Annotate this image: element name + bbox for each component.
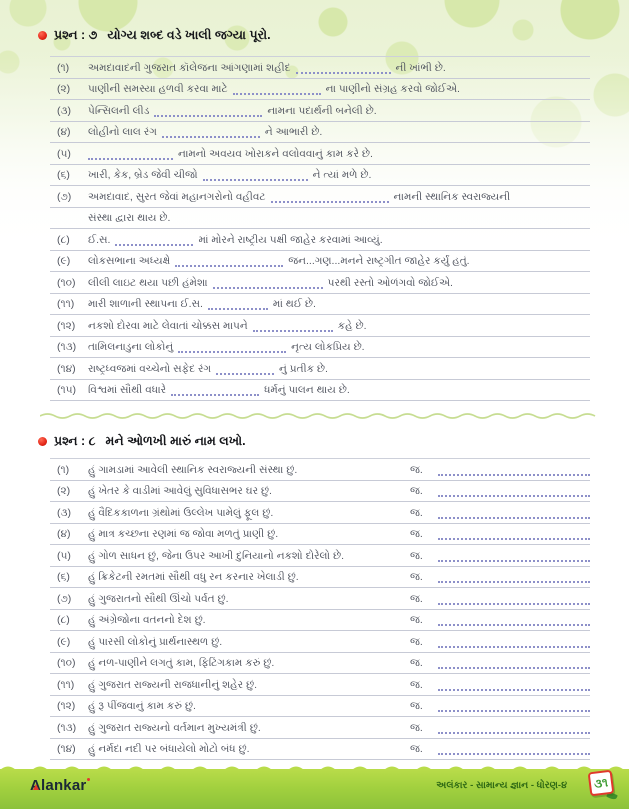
question-text-before: રાષ્ટ્રધ્વજમાં વચ્ચેનો સફેદ રંગ [88, 362, 212, 375]
question-text-after: નામની સ્થાનિક સ્વરાજ્યની [393, 190, 511, 203]
blank-line [175, 257, 283, 267]
q7-list [50, 56, 590, 401]
wavy-divider [40, 411, 599, 419]
question-text: હું ગોળ સાધન છું, જેના ઉપર આખી દુનિયાનો નકશો દોરેલો છે. [88, 549, 345, 562]
question-text-after: માં થઈ છે. [272, 298, 316, 310]
blank-line [233, 85, 321, 95]
blank-line [216, 365, 274, 375]
question-text: હું ક્રિકેટની રમતમાં સૌથી વધુ રન કરનાર ખેલાડી છું. [88, 571, 299, 583]
blank-line [171, 386, 259, 396]
blank-line [271, 193, 389, 203]
question-number: (૧૪) [57, 743, 76, 755]
question-number: (૨) [57, 83, 71, 95]
question-text: હું રૂ પીંજવાનું કામ કરું છું. [88, 700, 196, 712]
question-number: (૧) [57, 463, 70, 476]
question-number: (૭) [57, 592, 72, 605]
question-text: હું ખેતર કે વાડીમાં આવેલું સુવિધાસભર ઘર છું. [88, 485, 272, 497]
question-number: (૩) [57, 104, 71, 117]
question-text-after: પરથી રસ્તો ઓળંગવો જોઈએ. [327, 276, 453, 289]
question-number: (૧૩) [57, 721, 77, 734]
question-text-before: નકશો દોરવા માટે લેવાતાં ચોક્કસ માપને [88, 319, 248, 332]
question-row [50, 545, 590, 567]
question-text-before: અમદાવાદની ગુજરાત કૉલેજના આંગણામાં શહીદ [88, 61, 291, 74]
question-text-before: લોહીનો લાલ રંગ [88, 126, 157, 138]
question-row [50, 696, 590, 718]
question-row [50, 739, 590, 761]
section7-title: યોગ્ય શબ્દ વડે ખાલી જગ્યા પૂરો. [107, 27, 271, 42]
blank-line [178, 343, 286, 353]
section8-label: પ્રશ્ન : ૮ [54, 433, 96, 448]
question-row [50, 122, 590, 144]
question-number: (૯) [57, 255, 71, 267]
answer-label: જ. [410, 528, 423, 540]
question-text-before: મારી શાળાની સ્થાપના ઈ.સ. [88, 298, 203, 310]
question-number: (૧૦) [57, 657, 76, 669]
blank-line [115, 236, 193, 246]
section7-label: પ્રશ્ન : ૭ [54, 27, 98, 42]
answer-blank-line [438, 702, 590, 712]
question-row [50, 588, 590, 610]
question-text: હું ગામડામાં આવેલી સ્થાનિક સ્વરાજ્યની સંસ્થા છું. [88, 463, 298, 476]
question-text-before: પેન્સિલની લીડ [88, 104, 150, 117]
question-row [50, 481, 590, 503]
footer-wave-edge [0, 762, 629, 770]
question-text-after: ધર્મનું પાલન થાય છે. [264, 384, 350, 396]
question-number: (૩) [57, 506, 71, 519]
question-text: હું ગુજરાતનો સૌથી ઊંચો પર્વત છું. [88, 592, 229, 605]
answer-label: જ. [410, 721, 423, 734]
q8-list [50, 458, 590, 760]
question-text: હું નળ-પાણીને લગતું કામ, ફિટિંગકામ કરું છું. [88, 657, 275, 669]
question-text-after: નું પ્રતીક છે. [279, 362, 328, 375]
answer-label: જ. [410, 485, 423, 497]
answer-label: જ. [410, 614, 423, 626]
question-text-after: નામના પદાર્થની બનેલી છે. [267, 104, 377, 117]
answer-label: જ. [410, 700, 423, 712]
question-number: (૨) [57, 485, 71, 497]
question-text-before: ખારી, કેક, બ્રેડ જેવી ચીજો [88, 169, 198, 181]
question-number: (૮) [57, 614, 70, 626]
question-number: (૮) [57, 233, 70, 246]
answer-label: જ. [410, 571, 423, 583]
question-text-after: નામનો અવયવ ખોરાકને વલોવવાનું કામ કરે છે. [178, 147, 373, 160]
answer-blank-line [438, 509, 590, 519]
answer-label: જ. [410, 506, 423, 519]
answer-label: જ. [410, 635, 423, 648]
question-row [50, 294, 590, 316]
blank-line [154, 107, 262, 117]
red-bullet-icon [38, 31, 47, 40]
question-number: (૬) [57, 169, 70, 181]
question-row [50, 524, 590, 546]
question-text-before: ઈ.સ. [88, 233, 111, 246]
question-text-before: લોકસભાના અધ્યક્ષે [88, 255, 171, 267]
question-text-after: નૃત્ય લોકપ્રિય છે. [291, 341, 365, 353]
question-number: (૧૨) [57, 700, 76, 712]
question-row [50, 380, 590, 402]
answer-blank-line [438, 487, 590, 497]
question-text-after: ની ખાંભી છે. [395, 61, 446, 74]
question-text-before: તામિલનાડુના લોકોનું [88, 341, 174, 353]
answer-blank-line [438, 573, 590, 583]
book-title: અલંકાર - સામાન્ય જ્ઞાન - ધોરણ-૪ [436, 780, 567, 791]
question-row [50, 208, 590, 230]
section7-header [38, 26, 629, 44]
question-row [50, 610, 590, 632]
question-text-after: માં મોરને રાષ્ટ્રીય પક્ષી જાહેર કરવામાં આવ્યું. [198, 233, 383, 246]
question-row [50, 79, 590, 101]
question-number: (૯) [57, 635, 71, 648]
question-text-before: અમદાવાદ, સુરત જેવાં મહાનગરોનો વહીવટ [88, 190, 266, 203]
question-text-before: વિશ્વમાં સૌથી વધારે [88, 384, 167, 396]
page-number-badge: ૩૧ [588, 770, 615, 797]
answer-blank-line [438, 681, 590, 691]
blank-line [203, 171, 308, 181]
question-number: (૧૨) [57, 319, 76, 332]
answer-label: જ. [410, 463, 423, 476]
question-number: (૬) [57, 571, 70, 583]
answer-label: જ. [410, 657, 423, 669]
question-number: (૫) [57, 147, 71, 160]
answer-blank-line [438, 659, 590, 669]
question-number: (૧૧) [57, 678, 75, 691]
question-row [50, 502, 590, 524]
blank-line [253, 322, 333, 332]
answer-blank-line [438, 552, 590, 562]
question-number: (૧) [57, 61, 70, 74]
answer-blank-line [438, 724, 590, 734]
blank-line [88, 150, 173, 160]
question-row [50, 358, 590, 380]
question-row [50, 653, 590, 675]
question-text: હું ગુજરાત રાજ્યનો વર્તમાન મુખ્યમંત્રી છું. [88, 721, 261, 734]
question-text-before: સંસ્થા દ્વારા થાય છે. [88, 212, 171, 224]
question-row [50, 57, 590, 79]
question-text-before: પાણીની સમસ્યા હળવી કરવા માટે [88, 83, 228, 95]
question-number: (૪) [57, 528, 71, 540]
answer-blank-line [438, 745, 590, 755]
red-bullet-icon [38, 437, 47, 446]
question-text-before: લીલી લાઇટ થયા પછી હંમેશા [88, 276, 208, 289]
question-text-after: કહે છે. [337, 319, 367, 332]
section8-header [38, 432, 629, 450]
blank-line [208, 300, 268, 310]
question-row [50, 315, 590, 337]
section8-title: મને ઓળખી મારું નામ લખો. [105, 433, 246, 448]
question-text: હું પારસી લોકોનું પ્રાર્થનાસ્થળ છું. [88, 635, 223, 648]
question-number: (૪) [57, 126, 71, 138]
question-row [50, 272, 590, 294]
blank-line [213, 279, 323, 289]
question-text: હું નર્મદા નદી પર બંધાયેલો મોટો બંધ છું. [88, 743, 250, 755]
answer-blank-line [438, 638, 590, 648]
question-text: હું ગુજરાત રાજ્યની રાજધાનીનું શહેર છું. [88, 678, 258, 691]
blank-line [162, 128, 260, 138]
question-row [50, 186, 590, 208]
footer-band [0, 769, 629, 809]
answer-label: જ. [410, 549, 423, 562]
question-text-after: ને આભારી છે. [264, 126, 323, 138]
question-number: (૧૪) [57, 362, 76, 375]
question-row [50, 631, 590, 653]
question-text-after: ને ત્યાં મળે છે. [312, 169, 372, 181]
question-row [50, 229, 590, 251]
question-text: હું અંગ્રેજોના વતનનો દેશ છું. [88, 614, 206, 626]
question-number: (૫) [57, 549, 71, 562]
answer-blank-line [438, 530, 590, 540]
question-row [50, 717, 590, 739]
question-number: (૭) [57, 190, 72, 203]
question-number: (૧૩) [57, 341, 77, 353]
question-number: (૧૧) [57, 298, 75, 310]
question-row [50, 165, 590, 187]
question-row [50, 100, 590, 122]
question-text: હું માત્ર કચ્છના રણમાં જ જોવા મળતું પ્રાણી છું. [88, 528, 279, 540]
blank-line [296, 64, 391, 74]
answer-blank-line [438, 595, 590, 605]
question-number: (૧૫) [57, 384, 77, 396]
question-text: હું વૈદિકકાળના ગ્રંથોમાં ઉલ્લેખ પામેલું ફૂલ છું. [88, 506, 274, 519]
answer-label: જ. [410, 592, 423, 605]
alankar-logo: Alankar [30, 777, 87, 794]
answer-blank-line [438, 466, 590, 476]
question-number: (૧૦) [57, 276, 76, 289]
question-text-after: ના પાણીનો સંગ્રહ કરવો જોઈએ. [325, 83, 460, 95]
question-row [50, 567, 590, 589]
question-text-after: જન...ગણ...મનને રાષ્ટ્રગીત જાહેર કર્યું હતું. [288, 255, 470, 267]
question-row [50, 459, 590, 481]
question-row [50, 251, 590, 273]
question-row [50, 674, 590, 696]
answer-label: જ. [410, 678, 423, 691]
answer-label: જ. [410, 743, 423, 755]
question-row [50, 337, 590, 359]
answer-blank-line [438, 616, 590, 626]
question-row [50, 143, 590, 165]
